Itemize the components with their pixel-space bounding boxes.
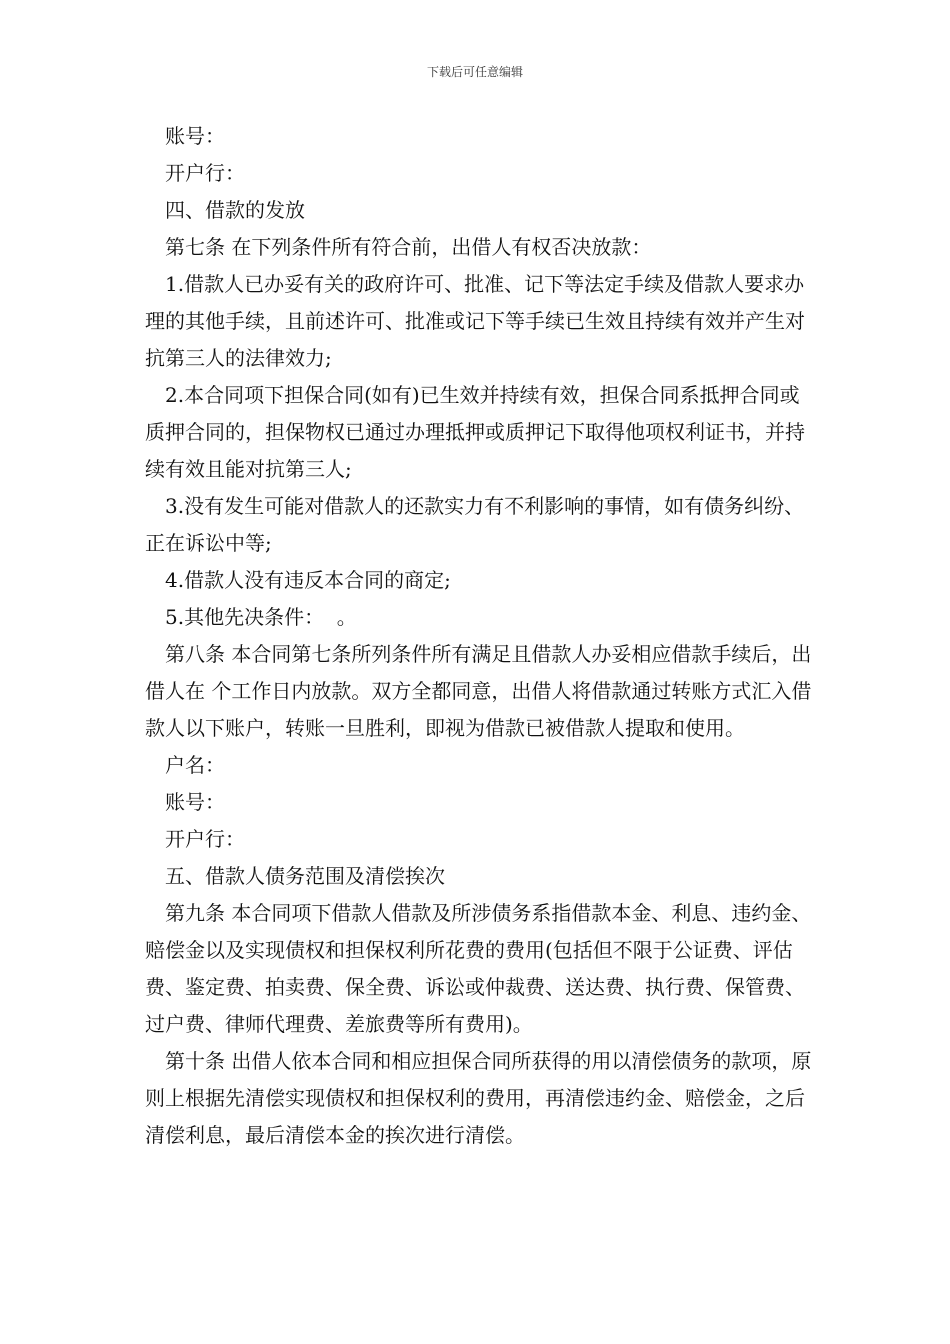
article-8: 第八条 本合同第七条所列条件所有满足且借款人办妥相应借款手续后，出借人在 个工作日内放款。双方全都同意，出借人将借款通过转账方式汇入借款人以下账户，转账一旦胜利，即视为借款已被借款人提取和使用。 xyxy=(145,642,812,740)
condition-1: 1.借款人已办妥有关的政府许可、批准、记下等法定手续及借款人要求办理的其他手续，且前述许可、批准或记下等手续已生效且持续有效并产生对抗第三人的法律效力; xyxy=(145,272,805,370)
account-number-line-1: 账号： xyxy=(165,124,225,148)
article-10: 第十条 出借人依本合同和相应担保合同所获得的用以清偿债务的款项，原则上根据先清偿实现债权和担保权利的费用，再清偿违约金、赔偿金，之后清偿利息，最后清偿本金的挨次进行清偿。 xyxy=(145,1049,812,1147)
section-heading-5: 五、借款人债务范围及清偿挨次 xyxy=(165,864,445,888)
article-9: 第九条 本合同项下借款人借款及所涉债务系指借款本金、利息、违约金、赔偿金以及实现债权和担保权利所花费的费用(包括但不限于公证费、评估费、鉴定费、拍卖费、保全费、诉讼或仲裁费、送达费、执行费、保管费、过户费、律师代理费、差旅费等所有费用)。 xyxy=(145,901,812,1036)
condition-4: 4.借款人没有违反本合同的商定; xyxy=(165,568,451,592)
opening-bank-line-1: 开户行： xyxy=(165,161,245,185)
condition-2: 2.本合同项下担保合同(如有)已生效并持续有效，担保合同系抵押合同或质押合同的，担保物权已通过办理抵押或质押记下取得他项权利证书，并持续有效且能对抗第三人; xyxy=(145,383,805,481)
account-name-line: 户名： xyxy=(165,753,225,777)
condition-5: 5.其他先决条件： 。 xyxy=(165,605,357,629)
condition-3: 3.没有发生可能对借款人的还款实力有不利影响的事情，如有债务纠纷、正在诉讼中等; xyxy=(145,494,805,555)
section-heading-4: 四、借款的发放 xyxy=(165,198,305,222)
opening-bank-line-2: 开户行： xyxy=(165,827,245,851)
account-number-line-2: 账号： xyxy=(165,790,225,814)
article-7: 第七条 在下列条件所有符合前，出借人有权否决放款： xyxy=(165,235,652,259)
document-body xyxy=(145,118,815,1154)
page-header-note: 下载后可任意编辑 xyxy=(426,65,523,79)
